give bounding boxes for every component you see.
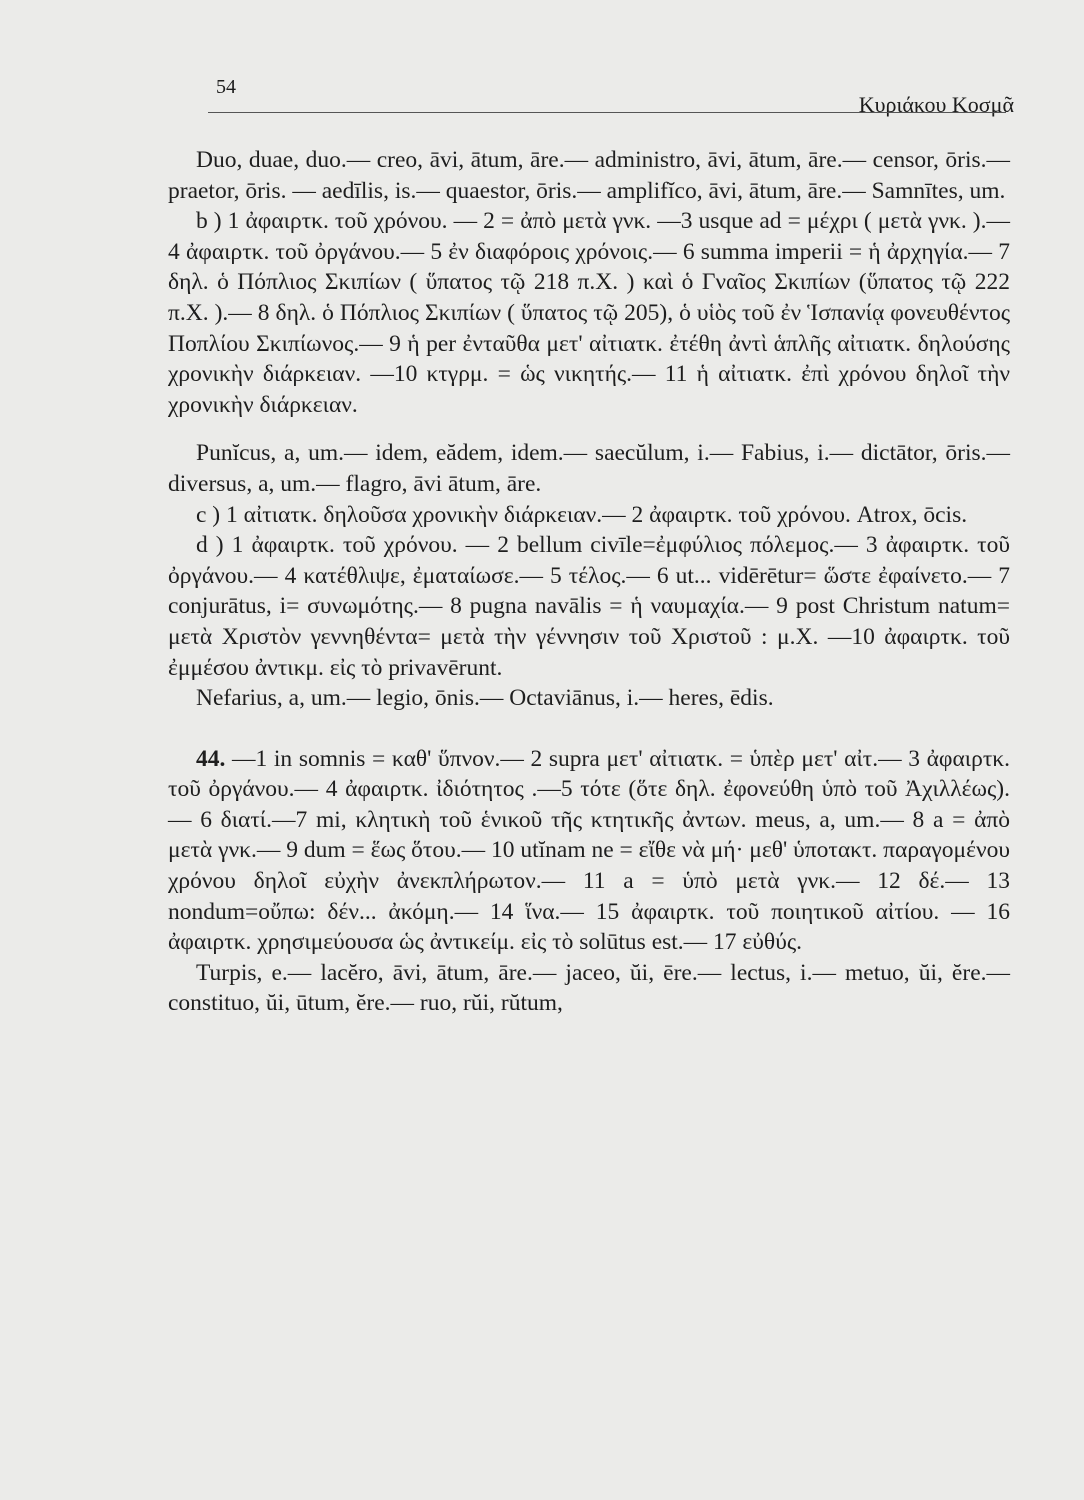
running-title: Κυριάκου Κοσμᾶ — [858, 92, 1014, 117]
vocabulary-paragraph: Nefarius, a, um.— legio, ōnis.— Octaviānus, i.— heres, ēdis. — [196, 685, 774, 712]
notes-b-paragraph: b ) 1 ἀφαιρτκ. τοῦ χρόνου. — 2 = ἀπὸ μετὰ γνκ. —3 usque ad = μέχρι ( μετὰ γνκ. ).— 4 ἀφαιρτκ. τοῦ ὀργάνου.— 5 ἐν διαφόροις χρόνοις.— 6 summa imperii = ἡ ἀρχηγία.— 7 δηλ. ὁ Πόπλιος Σκιπίων ( ὕπατος τῷ 218 π.Χ. ) καὶ ὁ Γναῖος Σκιπίων (ὕπατος τῷ 222 π.Χ. ).— 8 δηλ. ὁ Πόπλιος Σκιπίων ( ὕπατος τῷ 205), ὁ υἱὸς τοῦ ἐν Ἱσπανίᾳ φονευθέντος Ποπλίου Σκιπίωνος.— 9 ἡ per ἐνταῦθα μετ' αἰτιατκ. ἐτέθη ἀντὶ ἁπλῆς αἰτιατκ. δηλούσης χρονικὴν διάρκειαν. —10 κτγρμ. = ὡς νικητής.— 11 ἡ αἰτιατκ. ἐπὶ χρόνου δηλοῖ τὴν χρονικὴν διάρκειαν. — [168, 208, 1010, 418]
vocabulary-paragraph: Punĭcus, a, um.— idem, eădem, idem.— saecŭlum, i.— Fabius, i.— dictātor, ōris.— diversus, a, um.— flagro, āvi ātum, āre. — [168, 440, 1010, 497]
header-rule — [208, 112, 1006, 113]
vocabulary-paragraph: Duo, duae, duo.— creo, āvi, ātum, āre.— administro, āvi, ātum, āre.— censor, ōris.— praetor, ōris. — aedīlis, is.— quaestor, ōris.— amplifĭco, āvi, ātum, āre.— Samnītes, um. — [168, 147, 1010, 204]
section-number: 44. — [196, 745, 226, 772]
section-44-paragraph — [168, 744, 1010, 958]
notes-c-paragraph: c ) 1 αἰτιατκ. δηλοῦσα χρονικὴν διάρκειαν.— 2 ἀφαιρτκ. τοῦ χρόνου. Atrox, ōcis. — [196, 501, 968, 528]
notes-d-paragraph: d ) 1 ἀφαιρτκ. τοῦ χρόνου. — 2 bellum civīle=ἐμφύλιος πόλεμος.— 3 ἀφαιρτκ. τοῦ ὀργάνου.— 4 κατέθλιψε, ἐματαίωσε.— 5 τέλος.— 6 ut... vidērētur= ὥστε ἐφαίνετο.— 7 conjurātus, i= συνωμότης.— 8 pugna navālis = ἡ ναυμαχία.— 9 post Christum natum= μετὰ Χριστὸν γεννηθέντα= μετὰ τὴν γέννησιν τοῦ Χριστοῦ : μ.Χ. —10 ἀφαιρτκ. τοῦ ἐμμέσου ἀντικμ. εἰς τὸ privavērunt. — [168, 532, 1010, 681]
body-text — [168, 145, 1010, 1019]
vocabulary-paragraph: Turpis, e.— lacĕro, āvi, ātum, āre.— jaceo, ŭi, ēre.— lectus, i.— metuo, ŭi, ĕre.— constituo, ŭi, ūtum, ĕre.— ruo, rŭi, rŭtum, — [168, 959, 1010, 1017]
page-number: 54 — [216, 76, 236, 98]
section-44-text: —1 in somnis = καθ' ὕπνον.— 2 supra μετ' αἰτιατκ. = ὑπὲρ μετ' αἰτ.— 3 ἀφαιρτκ. τοῦ ὀργάνου.— 4 ἀφαιρτκ. ἰδιότητος .—5 τότε (ὅτε δηλ. ἐφονεύθη ὑπὸ τοῦ Ἀχιλλέως).— 6 διατί.—7 mi, κλητικὴ τοῦ ἑνικοῦ τῆς κτητικῆς ἀντων. meus, a, um.— 8 a = ἀπὸ μετὰ γνκ.— 9 dum = ἕως ὅτου.— 10 utĭnam ne = εἴθε νὰ μή· μεθ' ὑποτακτ. παραγομένου χρόνου δηλοῖ εὐχὴν ἀνεκπλήρωτον.— 11 a = ὑπὸ μετὰ γνκ.— 12 δέ.— 13 nondum=οὔπω: δέν... ἀκόμη.— 14 ἵνα.— 15 ἀφαιρτκ. τοῦ ποιητικοῦ αἰτίου. — 16 ἀφαιρτκ. χρησιμεύουσα ὡς ἀντικείμ. εἰς τὸ solūtus est.— 17 εὐθύς. — [168, 745, 1010, 956]
